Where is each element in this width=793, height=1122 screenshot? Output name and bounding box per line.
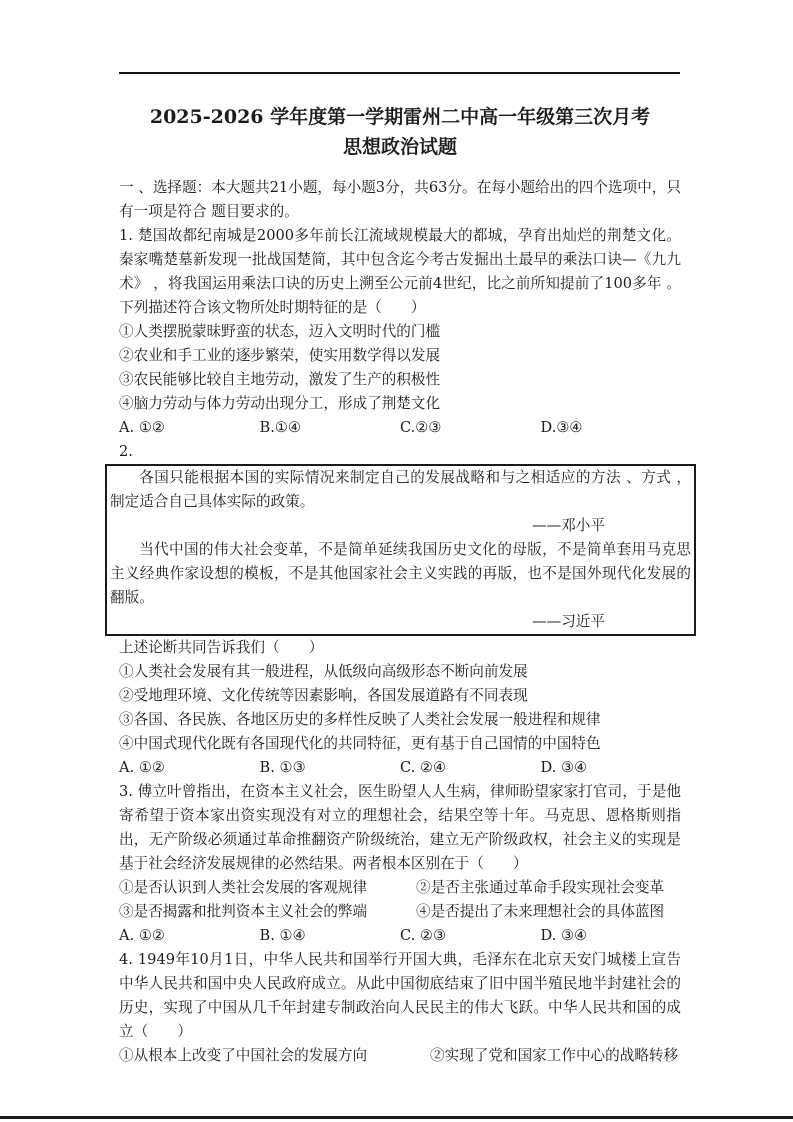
exam-content (110, 86, 691, 1068)
question-2-item-4: ④中国式现代化既有各国现代化的共同特征，更有基于自己国情的中国特色 (119, 735, 601, 752)
attribution-xijinping: ——习近平 (532, 613, 605, 630)
question-2-options (119, 756, 681, 780)
section-instructions: 一 、选择题：本大题共21小题，每小题3分，共63分。在每小题给出的四个选项中，只有一项是符合 题目要求的。 (119, 179, 681, 220)
exam-title-line2: 思想政治试题 (342, 136, 457, 158)
option-c: C. ②③ (400, 927, 447, 944)
question-2 (110, 440, 691, 780)
quote-box (105, 464, 696, 636)
option-a: A. ①② (119, 927, 165, 944)
question-3 (119, 780, 681, 948)
option-d: D. ③④ (540, 927, 588, 944)
option-d: D.③④ (540, 419, 583, 436)
question-1-item-3: ③农民能够比较自主地劳动，激发了生产的积极性 (119, 371, 441, 388)
question-1-stem: 1. 楚国故都纪南城是2000多年前长江流域规模最大的都城，孕育出灿烂的荆楚文化。秦家嘴楚墓新发现一批战国楚简，其中包含迄今考古发掘出土最早的乘法口诀—《九九术》 ，将我国运用乘法口诀的历史上溯至公元前4世纪，比之前所知提前了100多年 。下列描述符合该文物所处时期特征的是（ ） (119, 227, 681, 316)
question-4-items-row (119, 1044, 681, 1068)
question-3-items-row-1 (119, 876, 681, 900)
option-d: D. ③④ (540, 759, 588, 776)
quote-paragraph-1: 各国只能根据本国的实际情况来制定自己的发展战略和与之相适应的方法 、方式 ， 制定适合自己具体实际的政策。 (110, 469, 691, 510)
exam-title-line1: 2025-2026 学年度第一学期雷州二中高一年级第三次月考 (149, 106, 651, 128)
option-a: A. ①② (119, 759, 165, 776)
question-2-item-1: ①人类社会发展有其一般进程，从低级向高级形态不断向前发展 (119, 663, 528, 680)
question-3-stem: 3. 傅立叶曾指出，在资本主义社会，医生盼望人人生病，律师盼望家家打官司，于是他寄希望于资本家出资实现没有对立的理想社会，结果空等十年。马克思、恩格斯则指出，无产阶级必须通过革命推翻资产阶级统治，建立无产阶级政权，社会主义的实现是基于社会经济发展规律的必然结果。两者根本区别在于（ ） (119, 783, 681, 872)
option-b: B. ①④ (259, 927, 306, 944)
question-3-item-4: ④是否提出了未来理想社会的具体蓝图 (416, 903, 665, 920)
question-1-item-2: ②农业和手工业的逐步繁荣，使实用数学得以发展 (119, 347, 441, 364)
option-a: A. ①② (119, 419, 165, 436)
question-3-options (119, 924, 681, 948)
question-2-item-3: ③各国、各民族、各地区历史的多样性反映了人类社会发展一般进程和规律 (119, 711, 601, 728)
question-4-item-2: ②实现了党和国家工作中心的战略转移 (430, 1047, 679, 1064)
option-b: B.①④ (259, 419, 302, 436)
question-2-stem: 上述论断共同告诉我们（ ） (119, 639, 324, 656)
question-3-item-1: ①是否认识到人类社会发展的客观规律 (119, 879, 368, 896)
question-4-stem: 4. 1949年10月1日，中华人民共和国举行开国大典，毛泽东在北京天安门城楼上宣告中华人民共和国中央人民政府成立。从此中国彻底结束了旧中国半殖民地半封建社会的历史，实现了中国从几千年封建专制政治向人民民主的伟大飞跃。中华人民共和国的成立（ ） (119, 951, 681, 1040)
question-1-options (119, 416, 681, 440)
question-3-items-row-2 (119, 900, 681, 924)
page-bottom-rule (0, 1116, 793, 1119)
attribution-dengxiaoping: ——邓小平 (532, 517, 605, 534)
question-1 (119, 224, 681, 440)
option-c: C.②③ (400, 419, 442, 436)
question-4-item-1: ①从根本上改变了中国社会的发展方向 (119, 1047, 368, 1064)
quote-paragraph-2: 当代中国的伟大社会变革，不是简单延续我国历史文化的母版，不是简单套用马克思主义经典作家设想的模板，不是其他国家社会主义实践的再版，也不是国外现代化发展的翻版。 (110, 541, 691, 606)
question-1-item-1: ①人类摆脱蒙昧野蛮的状态，迈入文明时代的门槛 (119, 323, 441, 340)
option-c: C. ②④ (400, 759, 447, 776)
question-3-item-2: ②是否主张通过革命手段实现社会变革 (416, 879, 665, 896)
question-3-item-3: ③是否揭露和批判资本主义社会的弊端 (119, 903, 368, 920)
option-b: B. ①③ (259, 759, 306, 776)
question-2-number: 2. (119, 443, 133, 460)
question-2-item-2: ②受地理环境、文化传统等因素影响，各国发展道路有不同表现 (119, 687, 528, 704)
header-rule (119, 72, 680, 74)
question-1-item-4: ④脑力劳动与体力劳动出现分工，形成了荆楚文化 (119, 395, 441, 412)
question-4 (119, 948, 681, 1068)
